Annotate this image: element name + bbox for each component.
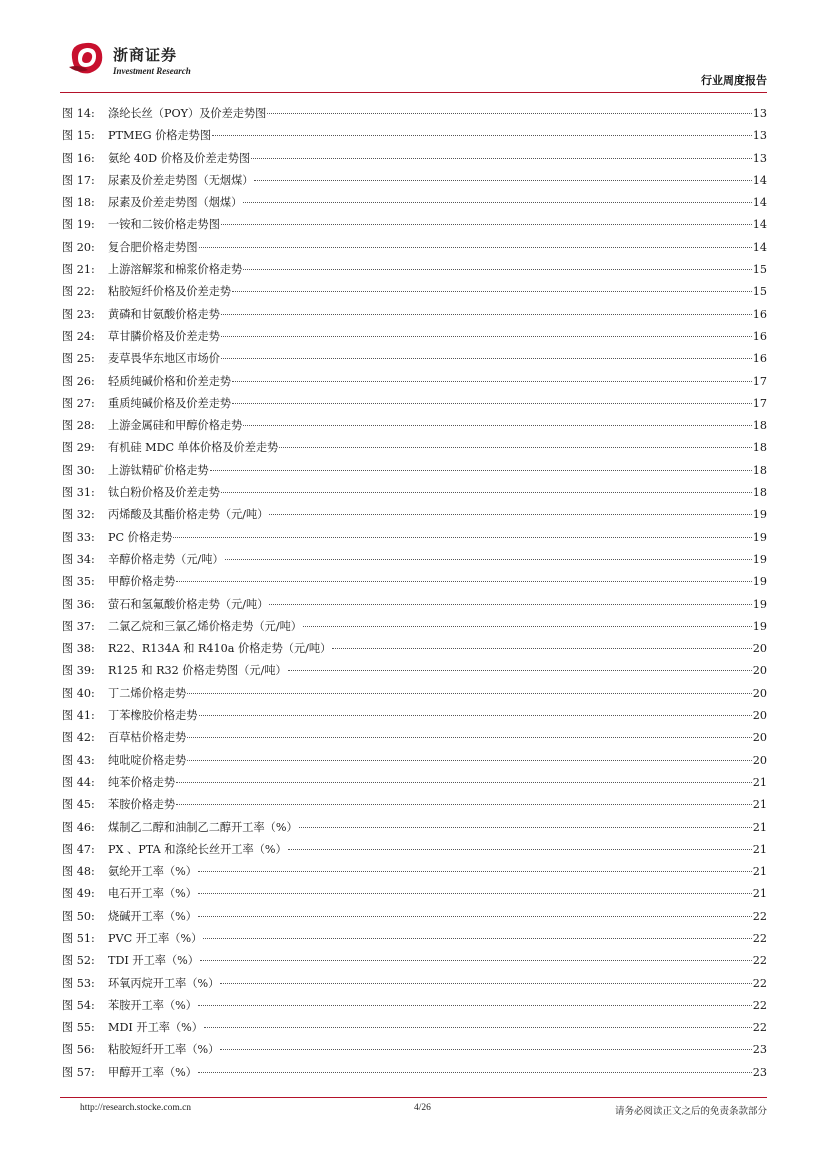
figure-title: 尿素及价差走势图（烟煤） [108,196,243,210]
toc-entry[interactable] [62,281,767,303]
figure-number: 图 54: [62,998,95,1012]
toc-entry[interactable] [62,861,767,883]
figure-number: 图 39: [62,664,95,678]
figure-number: 图 18: [62,196,95,210]
toc-entry[interactable] [62,772,767,794]
figure-title: 氨纶 40D 价格及价差走势图 [108,151,251,165]
page-number: 4/26 [414,1103,431,1113]
figure-page-number: 22 [752,998,767,1012]
figure-title: 萤石和氢氟酸价格走势（元/吨） [108,597,269,611]
figure-page-number: 20 [752,753,767,767]
figure-page-number: 20 [752,709,767,723]
figure-number: 图 41: [62,709,95,723]
toc-entry[interactable] [62,460,767,482]
toc-entry[interactable] [62,571,767,593]
toc-entry[interactable] [62,794,767,816]
figure-title: 上游金属硅和甲醇价格走势 [108,419,243,433]
dot-leader [332,648,751,649]
figure-page-number: 21 [752,865,767,879]
figure-page-number: 16 [752,307,767,321]
figure-number: 图 46: [62,820,95,834]
zheshang-logo-icon [66,40,106,76]
dot-leader [200,960,752,961]
figure-title: 氨纶开工率（%） [108,865,197,879]
figure-number: 图 48: [62,865,95,879]
toc-entry[interactable] [62,371,767,393]
figure-title: 电石开工率（%） [108,887,197,901]
figure-title: 轻质纯碱价格和价差走势 [108,374,232,388]
figure-number: 图 28: [62,419,95,433]
figure-number: 图 51: [62,931,95,945]
toc-entry[interactable] [62,482,767,504]
figure-page-number: 18 [752,419,767,433]
figure-title: R22、R134A 和 R410a 价格走势（元/吨） [108,642,332,656]
figure-number: 图 52: [62,954,95,968]
figure-title: 重质纯碱价格及价差走势 [108,396,232,410]
brand-name-en: Investment Research [113,66,191,76]
figure-number: 图 16: [62,151,95,165]
figure-title: 有机硅 MDC 单体价格及价差走势 [108,441,279,455]
figure-number: 图 14: [62,107,95,120]
figure-title: R125 和 R32 价格走势图（元/吨） [108,664,287,678]
figure-page-number: 21 [752,887,767,901]
figure-title: 二氯乙烷和三氯乙烯价格走势（元/吨） [108,619,302,633]
dot-leader [288,670,752,671]
toc-entry[interactable] [62,527,767,549]
figure-number: 图 36: [62,597,95,611]
dot-leader [254,180,751,181]
dot-leader [187,737,751,738]
figure-page-number: 23 [752,1065,767,1079]
toc-entry[interactable] [62,504,767,526]
toc-entry[interactable] [62,214,767,236]
figure-number: 图 43: [62,753,95,767]
dot-leader [176,804,752,805]
toc-entry[interactable] [62,304,767,326]
toc-entry[interactable] [62,348,767,370]
dot-leader [187,693,751,694]
figure-page-number: 14 [752,240,767,254]
figure-title: PC 价格走势 [108,530,173,544]
figure-title: 甲醇价格走势 [108,575,176,589]
toc-entry[interactable] [62,103,767,125]
dot-leader [232,381,752,382]
dot-leader [221,492,752,493]
document-type: 行业周度报告 [701,74,767,87]
figure-number: 图 30: [62,463,95,477]
figure-title: MDI 开工率（%） [108,1021,203,1035]
dot-leader [303,626,752,627]
toc-entry[interactable] [62,1062,767,1084]
figure-number: 图 34: [62,552,95,566]
figure-number: 图 17: [62,173,95,187]
toc-entry[interactable] [62,594,767,616]
footer-disclaimer: 请务必阅读正文之后的免责条款部分 [614,1106,767,1117]
figure-title: 涤纶长丝（POY）及价差走势图 [108,107,267,120]
figure-page-number: 18 [752,463,767,477]
figure-title: TDI 开工率（%） [108,954,199,968]
figure-number: 图 27: [62,396,95,410]
figure-title: 苯胺开工率（%） [108,998,197,1012]
toc-entry[interactable] [62,839,767,861]
toc-entry[interactable] [62,1039,767,1061]
dot-leader [299,827,752,828]
toc-entry[interactable] [62,393,767,415]
figure-number: 图 32: [62,508,95,522]
figure-page-number: 13 [752,107,767,120]
figure-number: 图 24: [62,329,95,343]
figure-title: 辛醇价格走势（元/吨） [108,552,224,566]
dot-leader [269,514,751,515]
page-header [0,0,827,100]
dot-leader [232,403,752,404]
figure-number: 图 26: [62,374,95,388]
figure-page-number: 13 [752,151,767,165]
dot-leader [225,559,752,560]
toc-entry[interactable] [62,638,767,660]
dot-leader [198,916,752,917]
figure-title: 烧碱开工率（%） [108,909,197,923]
figure-page-number: 20 [752,642,767,656]
toc-entry[interactable] [62,148,767,170]
dot-leader [199,247,752,248]
dot-leader [243,202,751,203]
footer-divider [60,1097,767,1098]
figure-number: 图 15: [62,129,95,143]
figure-page-number: 22 [752,954,767,968]
dot-leader [279,447,751,448]
figure-number: 图 45: [62,798,95,812]
figure-title: 纯吡啶价格走势 [108,753,187,767]
dot-leader [173,537,751,538]
toc-entry[interactable] [62,549,767,571]
figure-number: 图 55: [62,1021,95,1035]
dot-leader [220,1049,751,1050]
figure-title: 苯胺价格走势 [108,798,176,812]
header-divider [60,92,767,93]
toc-entry[interactable] [62,683,767,705]
footer-url[interactable]: http://research.stocke.com.cn [80,1103,192,1113]
dot-leader [187,760,751,761]
figure-page-number: 22 [752,976,767,990]
figure-page-number: 16 [752,329,767,343]
toc-entry[interactable] [62,995,767,1017]
figure-page-number: 14 [752,196,767,210]
toc-entry[interactable] [62,170,767,192]
figure-page-number: 13 [752,129,767,143]
brand-name-cn: 浙商证券 [113,46,178,64]
figure-title: 丁苯橡胶价格走势 [108,709,198,723]
dot-leader [198,871,752,872]
figure-list [62,103,767,1084]
figure-title: 钛白粉价格及价差走势 [108,486,220,500]
figure-number: 图 42: [62,731,95,745]
toc-entry[interactable] [62,727,767,749]
dot-leader [232,291,752,292]
dot-leader [243,269,751,270]
figure-number: 图 35: [62,575,95,589]
figure-page-number: 21 [752,775,767,789]
figure-page-number: 17 [752,396,767,410]
figure-page-number: 18 [752,441,767,455]
dot-leader [220,983,751,984]
dot-leader [221,314,752,315]
figure-title: PX 、PTA 和涤纶长丝开工率（%） [108,842,287,856]
figure-number: 图 37: [62,619,95,633]
dot-leader [176,581,752,582]
toc-entry[interactable] [62,906,767,928]
figure-page-number: 20 [752,664,767,678]
figure-title: PTMEG 价格走势图 [108,129,212,143]
dot-leader [221,224,752,225]
toc-entry[interactable] [62,950,767,972]
figure-title: 黄磷和甘氨酸价格走势 [108,307,220,321]
figure-page-number: 23 [752,1043,767,1057]
figure-title: 一铵和二铵价格走势图 [108,218,220,232]
figure-page-number: 19 [752,575,767,589]
figure-page-number: 19 [752,619,767,633]
figure-title: 尿素及价差走势图（无烟煤） [108,173,254,187]
figure-page-number: 19 [752,508,767,522]
toc-entry[interactable] [62,192,767,214]
dot-leader [221,336,752,337]
figure-number: 图 38: [62,642,95,656]
dot-leader [269,604,751,605]
figure-title: 粘胶短纤价格及价差走势 [108,285,232,299]
figure-number: 图 20: [62,240,95,254]
dot-leader [204,1027,752,1028]
figure-page-number: 15 [752,285,767,299]
toc-entry[interactable] [62,883,767,905]
figure-number: 图 31: [62,486,95,500]
figure-title: 复合肥价格走势图 [108,240,198,254]
toc-entry[interactable] [62,817,767,839]
toc-entry[interactable] [62,125,767,147]
figure-number: 图 47: [62,842,95,856]
figure-number: 图 22: [62,285,95,299]
figure-title: 粘胶短纤开工率（%） [108,1043,220,1057]
toc-entry[interactable] [62,928,767,950]
toc-entry[interactable] [62,616,767,638]
dot-leader [198,893,752,894]
figure-number: 图 44: [62,775,95,789]
dot-leader [203,938,751,939]
figure-number: 图 56: [62,1043,95,1057]
figure-number: 图 29: [62,441,95,455]
figure-number: 图 25: [62,352,95,366]
figure-number: 图 21: [62,263,95,277]
dot-leader [221,358,752,359]
figure-page-number: 15 [752,263,767,277]
figure-title: 丁二烯价格走势 [108,686,187,700]
dot-leader [198,1005,752,1006]
figure-title: 麦草畏华东地区市场价 [108,352,220,366]
dot-leader [251,158,752,159]
figure-number: 图 50: [62,909,95,923]
figure-page-number: 20 [752,686,767,700]
toc-entry[interactable] [62,415,767,437]
figure-page-number: 22 [752,931,767,945]
figure-page-number: 19 [752,530,767,544]
figure-number: 图 57: [62,1065,95,1079]
figure-title: 甲醇开工率（%） [108,1065,197,1079]
toc-entry[interactable] [62,237,767,259]
figure-number: 图 49: [62,887,95,901]
figure-page-number: 14 [752,173,767,187]
figure-title: 草甘膦价格及价差走势 [108,329,220,343]
dot-leader [243,425,751,426]
toc-entry[interactable] [62,326,767,348]
figure-page-number: 20 [752,731,767,745]
figure-page-number: 21 [752,820,767,834]
figure-number: 图 19: [62,218,95,232]
dot-leader [199,715,752,716]
figure-title: 百草枯价格走势 [108,731,187,745]
dot-leader [267,113,751,114]
figure-page-number: 17 [752,374,767,388]
figure-title: PVC 开工率（%） [108,931,203,945]
dot-leader [210,470,752,471]
toc-entry[interactable] [62,660,767,682]
figure-page-number: 21 [752,842,767,856]
toc-entry[interactable] [62,437,767,459]
toc-entry[interactable] [62,1017,767,1039]
figure-number: 图 53: [62,976,95,990]
toc-entry[interactable] [62,973,767,995]
dot-leader [288,849,752,850]
figure-page-number: 22 [752,909,767,923]
toc-entry[interactable] [62,259,767,281]
figure-title: 纯苯价格走势 [108,775,176,789]
figure-page-number: 18 [752,486,767,500]
dot-leader [198,1072,752,1073]
figure-title: 环氧丙烷开工率（%） [108,976,220,990]
figure-page-number: 14 [752,218,767,232]
figure-page-number: 22 [752,1021,767,1035]
toc-entry[interactable] [62,705,767,727]
figure-number: 图 33: [62,530,95,544]
figure-number: 图 40: [62,686,95,700]
figure-page-number: 16 [752,352,767,366]
figure-title: 上游溶解浆和棉浆价格走势 [108,263,243,277]
figure-number: 图 23: [62,307,95,321]
figure-title: 煤制乙二醇和油制乙二醇开工率（%） [108,820,298,834]
figure-page-number: 19 [752,552,767,566]
dot-leader [176,782,752,783]
toc-entry[interactable] [62,750,767,772]
figure-title: 丙烯酸及其酯价格走势（元/吨） [108,508,269,522]
dot-leader [212,135,752,136]
figure-page-number: 21 [752,798,767,812]
figure-title: 上游钛精矿价格走势 [108,463,209,477]
figure-page-number: 19 [752,597,767,611]
